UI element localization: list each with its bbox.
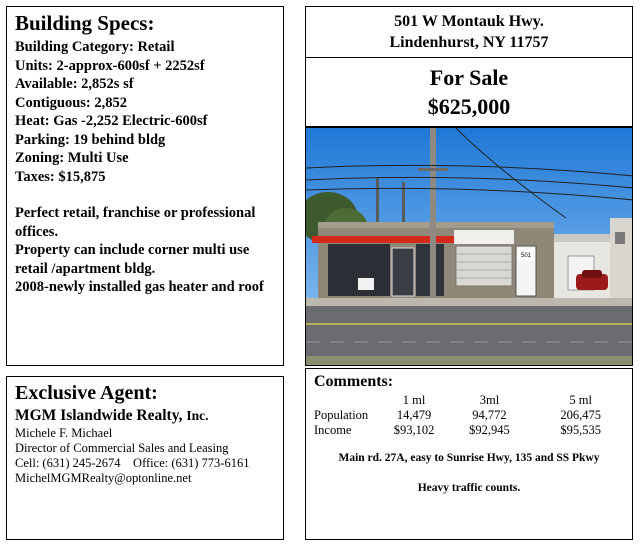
side-building-roof bbox=[554, 234, 610, 242]
table-header-row bbox=[314, 393, 624, 408]
header-cell bbox=[314, 393, 387, 408]
specs-title: Building Specs: bbox=[15, 11, 155, 35]
header-cell: 3ml bbox=[479, 393, 500, 407]
description-line: 2008-newly installed gas heater and roof bbox=[15, 279, 264, 295]
sale-price: $625,000 bbox=[427, 94, 511, 119]
table-cell: 14,479 bbox=[396, 408, 432, 422]
property-photo bbox=[305, 127, 633, 366]
address-line-1: 501 W Montauk Hwy. bbox=[394, 13, 544, 30]
agent-role: Director of Commercial Sales and Leasing bbox=[15, 441, 229, 455]
table-row bbox=[314, 423, 624, 438]
row-label: Income bbox=[314, 423, 352, 437]
spec-contiguous: Contiguous: 2,852 bbox=[15, 94, 127, 111]
spec-zoning: Zoning: Multi Use bbox=[15, 150, 129, 166]
row-label: Population bbox=[314, 408, 369, 422]
address-panel bbox=[305, 6, 633, 58]
utility-pole bbox=[430, 128, 436, 306]
address-line-2: Lindenhurst, NY 11757 bbox=[389, 34, 549, 51]
agent-name: Michele F. Michael bbox=[15, 426, 113, 440]
agent-phones: Cell: (631) 245-2674 Office: (631) 773-6161 bbox=[15, 456, 250, 470]
grass-strip bbox=[306, 356, 633, 366]
sale-status: For Sale bbox=[429, 65, 509, 90]
location-note: Main rd. 27A, easy to Sunrise Hwy, 135 and SS Pkwy bbox=[338, 452, 600, 464]
table-cell: $92,945 bbox=[469, 423, 510, 437]
exclusive-agent-panel bbox=[6, 376, 284, 540]
agent-title: Exclusive Agent: bbox=[15, 382, 158, 404]
demographics-table bbox=[314, 393, 624, 438]
pole-crossarm bbox=[418, 168, 448, 171]
header-cell: 5 ml bbox=[569, 393, 592, 407]
spec-taxes: Taxes: $15,875 bbox=[15, 168, 106, 185]
table-cell: 94,772 bbox=[472, 408, 507, 422]
description-line: Property can include corner multi use retail /apartment bldg. bbox=[15, 242, 250, 277]
company-name: MGM Islandwide Realty, bbox=[15, 407, 187, 424]
spec-units: Units: 2-approx-600sf + 2252sf bbox=[15, 57, 205, 74]
sale-panel bbox=[305, 57, 633, 127]
spec-parking: Parking: 19 behind bldg bbox=[15, 131, 166, 148]
store-door bbox=[392, 248, 414, 296]
header-cell: 1 ml bbox=[402, 393, 426, 407]
spec-heat: Heat: Gas -2,252 Electric-600sf bbox=[15, 113, 208, 129]
sign-band bbox=[454, 230, 514, 244]
comments-panel bbox=[305, 368, 633, 540]
building-number: 501 bbox=[520, 253, 532, 259]
far-right-building bbox=[610, 218, 633, 298]
table-row bbox=[314, 408, 624, 423]
car-roof bbox=[582, 270, 602, 278]
agent-company bbox=[15, 406, 275, 426]
agent-email[interactable]: MichelMGMRealty@optonline.net bbox=[15, 471, 192, 485]
storefront-photo-image bbox=[306, 128, 633, 366]
spec-category: Building Category: Retail bbox=[15, 39, 175, 55]
window-sign bbox=[358, 278, 374, 290]
table-cell: $95,535 bbox=[560, 423, 602, 437]
table-cell: $93,102 bbox=[393, 423, 435, 437]
company-suffix: Inc. bbox=[186, 408, 209, 423]
table-cell: 206,475 bbox=[560, 408, 602, 422]
building-specs-panel bbox=[6, 6, 284, 366]
description-line: Perfect retail, franchise or professional offices. bbox=[15, 205, 256, 240]
traffic-note: Heavy traffic counts. bbox=[417, 482, 521, 494]
venetian-window bbox=[456, 246, 512, 286]
spec-description bbox=[15, 204, 275, 297]
window bbox=[615, 232, 625, 244]
sidewalk bbox=[306, 298, 633, 306]
spec-available: Available: 2,852s sf bbox=[15, 76, 134, 92]
comments-title: Comments: bbox=[314, 373, 394, 390]
